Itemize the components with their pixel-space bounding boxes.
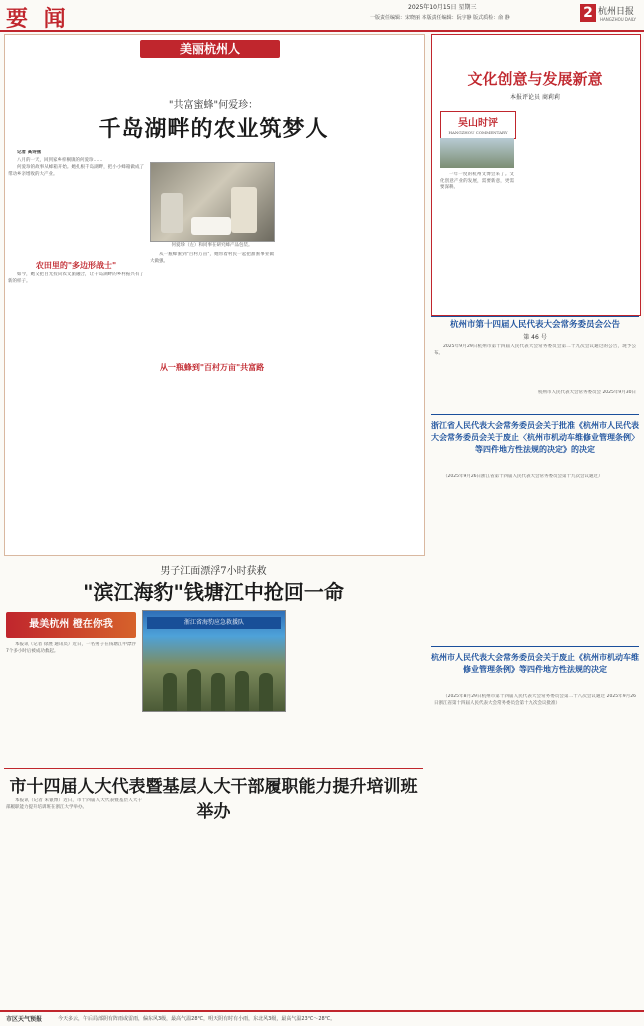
notice2-body [434, 474, 636, 644]
story1-column-1 [8, 150, 144, 258]
notice-rule-1 [431, 316, 639, 317]
story3-column-2 [148, 798, 284, 1004]
story2-kicker: 男子江面漂浮7小时获救 [160, 566, 267, 577]
story2-badge [6, 612, 136, 638]
banner-text: 美丽杭州人 [179, 42, 240, 56]
notice1-sign [434, 390, 636, 404]
notice1-signature: 杭州市人民代表大会常务委员会 2025年9月30日 [538, 390, 636, 395]
story2-column-3 [290, 610, 423, 764]
story1-column-2 [150, 252, 274, 358]
page-header [0, 0, 644, 32]
notice1-text: 2025年9月29日杭州市第十四届人民代表大会常务委员会第二十九次会议通过的公告，现予公布。 [434, 344, 636, 356]
weather-text: 今天多云，午后局部阴有阵雨或雷雨，偏东风3级，最高气温28℃，明天阴有时有小雨，东北风3级，最高气温23℃～28℃。 [58, 1016, 336, 1022]
story1-body-a: 何爱珍的故事从蜂箱开始。她扎根千岛湖畔，把小小蜂箱做成了带动乡亲增收的大产业。 [8, 165, 144, 177]
section-title: 要 闻 [6, 6, 70, 32]
story1-photo-caption: 何爱珍（左）和同事在研究蜂产品包装。 [171, 243, 253, 248]
commentary-body-1 [440, 172, 514, 310]
newspaper-logo: 杭州日报 [598, 7, 635, 17]
story1-kicker: "共富蜜蜂"何爱珍： [168, 100, 259, 111]
notice2-text: （2025年9月26日浙江省第十四届人民代表大会常务委员会第十九次会议通过） [443, 474, 603, 479]
story1-column-1b [8, 272, 144, 550]
story1-column-3 [280, 150, 418, 550]
story2-column-1 [6, 642, 136, 764]
notice3-body [434, 694, 636, 1004]
weather-label: 市区天气预报 [6, 1016, 43, 1023]
story2-headline: "滨江海豹"钱塘江中抢回一命 [83, 580, 344, 604]
story1-headline: 千岛湖畔的农业筑梦人 [98, 116, 329, 142]
commentary-title: 文化创意与发展新意 [467, 70, 603, 88]
commentary-logo [440, 111, 516, 139]
notice1-title: 杭州市第十四届人民代表大会常务委员会公告 [449, 320, 620, 330]
notice1-number: 第 46 号 [523, 334, 547, 341]
notice3-title: 杭州市人民代表大会常务委员会关于废止《杭州市机动车维修业管理条例》等四件地方性法规的决定 [431, 653, 639, 674]
story1-intro: 八月的一天，回到家乡梓桐镇的何爱珍…… [17, 157, 103, 163]
commentary-body-2 [520, 110, 634, 310]
story-banner [140, 40, 280, 58]
story2-body: 本报讯（记者 徐展 通讯员）近日，一名男子在钱塘江中漂浮7个多小时后被成功救起。 [6, 642, 136, 654]
story1-body-c: 如今，她又把目光投向农文旅融合，让千岛湖畔的乡村振兴有了新的样子。 [8, 272, 144, 284]
issue-date: 2025年10月15日 星期三 [408, 4, 477, 11]
story2-column-2 [142, 714, 284, 764]
commentary-body: 一年一度的杭州文博会来了。文化创意产业的发展，需要新意，更需要深耕。 [440, 172, 514, 191]
story1-subhead-b: 从一瓶蜂到"百村万亩"共富路 [159, 363, 265, 372]
story3-column-3 [290, 798, 423, 1004]
notice1-body [434, 344, 636, 384]
commentary-photo [440, 138, 514, 168]
notice2-title: 浙江省人民代表大会常务委员会关于批准《杭州市人民代表大会常务委员会关于废止〈杭州市机动车维修业管理条例〉等四件地方性法规的决定》的决定 [431, 421, 639, 454]
notice-rule-2 [431, 414, 639, 415]
commentary-logo-text: 吴山时评 [458, 118, 498, 129]
story3-rule [4, 768, 423, 769]
story1-subhead-a: 农田里的"多边形战士" [35, 261, 117, 270]
newspaper-logo-sub: HANGZHOU DAILY [600, 17, 636, 22]
story2-photo [142, 610, 286, 712]
badge-text: 最美杭州 橙在你我 [29, 619, 113, 630]
commentary-author: 本报评论员 商莉莉 [510, 94, 560, 101]
story3-body: 本报讯（记者 朱银博）近日，市十四届人大代表暨基层人大干部履职能力提升培训班在浙江大学举办。 [6, 798, 142, 810]
commentary-logo-sub: HANGZHOU COMMENTARY [448, 130, 508, 135]
editor-line: 一版责任编辑：宋晓丽 本版责任编辑：阮宇静 版式质检：俞 静 [370, 15, 510, 21]
story1-photo [150, 162, 275, 242]
notice3-text: （2025年8月29日杭州市第十四届人民代表大会常务委员会第二十八次会议通过 2025年9月26日浙江省第十四届人民代表大会常务委员会第十九次会议批准） [434, 694, 636, 706]
photo-banner: 浙江省海豹应急救援队 [147, 617, 281, 629]
page-number: 2 [580, 4, 596, 22]
notice-rule-3 [431, 646, 639, 647]
story3-column-1 [6, 798, 142, 1004]
story1-body-b: 从一瓶蜂蜜到"百村万亩"，她带着村民一起把甜蜜事业做大做强。 [150, 252, 274, 264]
story1-byline: 记者 高诗燕 [17, 150, 42, 155]
story3-headline: 市十四届人大代表暨基层人大干部履职能力提升培训班举办 [9, 777, 418, 822]
